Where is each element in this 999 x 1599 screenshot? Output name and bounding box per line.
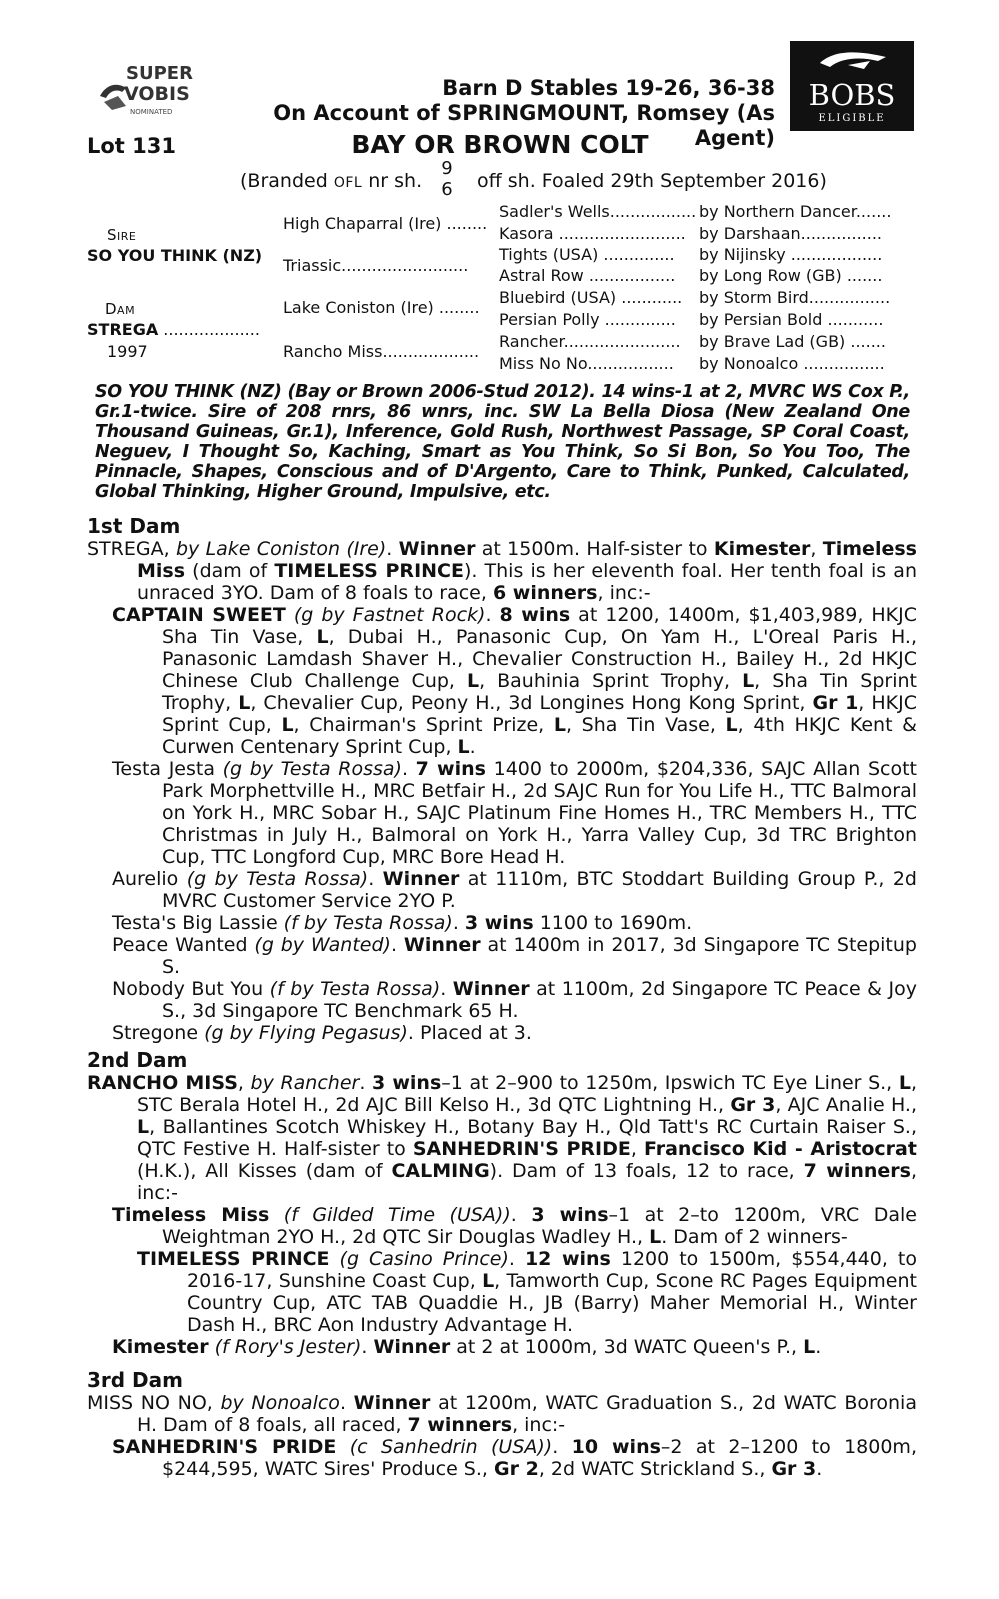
text-run: , 4th HKJC Kent & Curwen Centenary Sprint Cup,	[162, 714, 917, 758]
dam-rancho-miss	[87, 1072, 917, 1204]
text-run: , Tamworth Cup, Scone RC Pages Equipment Country Cup, ATC TAB Quaddie H., JB (Barry) Maher Memorial H., Winter Dash H., BRC Aon Industry Advantage H.	[187, 1270, 917, 1336]
text-run: Gr 2	[494, 1458, 539, 1480]
lot-number: Lot 131	[87, 134, 176, 158]
text-run: L	[482, 1270, 495, 1292]
text-run: Peace Wanted	[112, 934, 255, 956]
text-run: L	[466, 670, 480, 692]
text-run: by Nonoalco	[220, 1392, 340, 1414]
text-run	[336, 1436, 349, 1458]
progeny-testa-jesta	[87, 758, 917, 868]
ggparent-2: Kasora .........................	[499, 224, 686, 243]
second-dam-heading: 2nd Dam	[87, 1048, 188, 1072]
text-run: ,	[237, 1072, 251, 1094]
text-run: L	[137, 1116, 150, 1138]
text-run: .	[386, 538, 399, 560]
text-run: , Dubai H., Panasonic Cup, On Yam H., L'Oreal Paris H., Panasonic Lamdash Shaver H., Chevalier Construction H., Bailey H., 2d HKJC Chinese Club Challenge Cup,	[162, 626, 918, 692]
ggparent-5: Bluebird (USA) ............	[499, 288, 683, 307]
text-run: 3 wins	[464, 912, 534, 934]
text-run: Timeless Miss	[112, 1204, 270, 1226]
text-run: 7 winners	[407, 1414, 513, 1436]
text-run: Winner	[398, 538, 476, 560]
text-run: .	[815, 1336, 822, 1358]
text-run: (g by Testa Rossa)	[222, 758, 402, 780]
text-run: (f Rory's Jester)	[214, 1336, 362, 1358]
branded-pre: (Branded	[240, 170, 328, 192]
ggparent-7: Rancher.......................	[499, 332, 681, 351]
text-run: .	[452, 912, 465, 934]
dam-name: STREGA	[87, 320, 159, 339]
text-run: Testa's Big Lassie	[112, 912, 284, 934]
text-run: by Rancher	[250, 1072, 360, 1094]
foaled-text: off sh. Foaled 29th September 2016)	[477, 170, 827, 192]
text-run: L	[316, 626, 329, 648]
text-run: TIMELESS PRINCE	[274, 560, 464, 582]
brand-line	[240, 158, 840, 202]
text-run: (c Sanhedrin (USA))	[349, 1436, 553, 1458]
text-run: Kimester	[713, 538, 811, 560]
text-run: STREGA,	[87, 538, 176, 560]
third-dam-section	[87, 1368, 917, 1480]
text-run: , Chevalier Cup, Peony H., 3d Longines Hong Kong Sprint,	[250, 692, 813, 714]
dam-label: Dam	[105, 300, 136, 318]
text-run: Timeless Miss	[137, 538, 917, 582]
second-dam-section	[87, 1048, 917, 1358]
text-run: 6 winners	[492, 582, 598, 604]
text-run: L	[238, 692, 251, 714]
text-run	[330, 1248, 340, 1270]
text-run: 3 wins	[531, 1204, 609, 1226]
progeny-captain-sweet	[87, 604, 917, 758]
text-run: CALMING	[391, 1160, 490, 1182]
text-run: at 2 at 1000m, 3d WATC Queen's P.,	[450, 1336, 804, 1358]
text-run: L	[725, 714, 738, 736]
text-run: Winner	[403, 934, 481, 956]
text-run	[286, 604, 294, 626]
text-run: ,	[810, 538, 823, 560]
svg-text:VOBIS: VOBIS	[124, 83, 190, 105]
text-run: . Dam of 2 winners-	[661, 1226, 848, 1248]
text-run: Stregone	[112, 1022, 205, 1044]
text-run: .	[368, 868, 383, 890]
text-run: ). Dam of 13 foals, 12 to race,	[489, 1160, 804, 1182]
dam-dots: ...................	[158, 320, 260, 339]
gggparent-3: by Nijinsky ..................	[699, 245, 883, 264]
lot-title: BAY OR BROWN COLT	[351, 130, 649, 159]
text-run: –1 at 2–to 1200m, VRC Dale Weightman 2YO H., 2d QTC Sir Douglas Wadley H.,	[162, 1204, 917, 1248]
text-run	[269, 1204, 284, 1226]
text-run: , inc:-	[597, 582, 651, 604]
text-run: 1200 to 1500m, $554,440, to 2016-17, Sunshine Coast Cup,	[187, 1248, 917, 1292]
granddam-maternal: Rancho Miss...................	[283, 342, 480, 361]
text-run: , Sha Tin Sprint Trophy,	[162, 670, 918, 714]
grandsire-maternal: Lake Coniston (Ire) ........	[283, 298, 480, 317]
text-run: .	[359, 1072, 372, 1094]
gggparent-6: by Persian Bold ...........	[699, 310, 884, 329]
ggparent-1: Sadler's Wells.................	[499, 202, 697, 221]
gggparent-2: by Darshaan................	[699, 224, 883, 243]
text-run: , Ballantines Scotch Whiskey H., Botany Bay H., Qld Tatt's RC Curtain Raiser S., QTC Festive H. Half-sister to	[137, 1116, 917, 1160]
dam-miss-no-no	[87, 1392, 917, 1436]
grandsire-paternal: High Chaparral (Ire) ........	[283, 214, 488, 233]
account-line: On Account of SPRINGMOUNT, Romsey (As Agent)	[273, 101, 775, 150]
text-run: by Lake Coniston (Ire)	[175, 538, 387, 560]
text-run: at 1400m in 2017, 3d Singapore TC Stepitup S.	[162, 934, 917, 978]
brand-fraction	[440, 158, 454, 200]
dam-strega	[87, 538, 917, 604]
dam-name-line	[87, 320, 260, 339]
text-run: Gr 3	[730, 1094, 776, 1116]
text-run: .	[339, 1392, 354, 1414]
text-run: CAPTAIN SWEET	[112, 604, 286, 626]
gggparent-7: by Brave Lad (GB) .......	[699, 332, 886, 351]
text-run: 8 wins	[499, 604, 571, 626]
gggparent-5: by Storm Bird................	[699, 288, 891, 307]
first-dam-heading: 1st Dam	[87, 514, 181, 538]
text-run: ). This is her eleventh foal. Her tenth foal is an unraced 3YO. Dam of 8 foals to race,	[137, 560, 917, 604]
text-run: Winner	[373, 1336, 451, 1358]
fraction-bottom: 6	[441, 179, 453, 200]
text-run: TIMELESS PRINCE	[137, 1248, 330, 1270]
first-dam-section	[87, 514, 917, 1044]
text-run: Testa Jesta	[112, 758, 223, 780]
text-run: 12 wins	[524, 1248, 611, 1270]
text-run: (g by Flying Pegasus)	[204, 1022, 408, 1044]
barn-line: Barn D Stables 19-26, 36-38	[442, 76, 775, 100]
text-run: .	[510, 1204, 532, 1226]
text-run: . Placed at 3.	[407, 1022, 532, 1044]
text-run: MISS NO NO,	[87, 1392, 221, 1414]
text-run: (f by Testa Rossa)	[269, 978, 441, 1000]
text-run: .	[390, 934, 404, 956]
svg-text:NOMINATED: NOMINATED	[130, 108, 173, 116]
text-run: Aurelio	[112, 868, 187, 890]
text-run: RANCHO MISS	[87, 1072, 238, 1094]
text-run: Francisco Kid - Aristocrat	[643, 1138, 917, 1160]
text-run: at 1500m. Half-sister to	[475, 538, 714, 560]
brand-mark: OFL	[333, 175, 363, 191]
ggparent-4: Astral Row .................	[499, 266, 676, 285]
text-run: (H.K.), All Kisses (dam of	[137, 1160, 392, 1182]
svg-text:BOBS: BOBS	[808, 78, 896, 112]
gggparent-8: by Nonoalco ................	[699, 354, 885, 373]
text-run: at 1100m, 2d Singapore TC Peace & Joy S., 3d Singapore TC Benchmark 65 H.	[162, 978, 917, 1022]
pedigree-table	[87, 202, 917, 388]
text-run: 1100 to 1690m.	[533, 912, 693, 934]
text-run: (g Casino Prince)	[339, 1248, 509, 1270]
text-run: .	[485, 604, 500, 626]
gggparent-4: by Long Row (GB) .......	[699, 266, 883, 285]
text-run: at 1110m, BTC Stoddart Building Group P., 2d MVRC Customer Service 2YO P.	[162, 868, 917, 912]
text-run: L	[803, 1336, 816, 1358]
text-run: 3 wins	[371, 1072, 442, 1094]
progeny-testas-big-lassie	[87, 912, 917, 934]
text-run: 1400 to 2000m, $204,336, SAJC Allan Scott Park Morphettville H., MRC Betfair H., 2d SAJC Run for You Life H., TTC Balmoral on York H., MRC Sobar H., SAJC Platinum Fine Homes H., TRC Members H., TTC Christmas in July H., Balmoral on York H., Yarra Valley Cup, 3d TRC Brighton Cup, TTC Longford Cup, MRC Bore Head H.	[162, 758, 917, 868]
bobs-eligible-logo	[790, 41, 914, 131]
text-run: 7 wins	[415, 758, 486, 780]
text-run: Winner	[452, 978, 530, 1000]
text-run: L	[457, 736, 470, 758]
text-run: .	[401, 758, 416, 780]
progeny-nobody-but-you	[87, 978, 917, 1022]
text-run: Gr 3	[771, 1458, 817, 1480]
text-run: .	[361, 1336, 374, 1358]
gggparent-1: by Northern Dancer.......	[699, 202, 892, 221]
text-run: , HKJC Sprint Cup,	[162, 692, 917, 736]
svg-text:SUPER: SUPER	[126, 63, 193, 84]
text-run: Kimester	[112, 1336, 209, 1358]
text-run: at 1200m, WATC Graduation S., 2d WATC Boronia H. Dam of 8 foals, all raced,	[137, 1392, 917, 1436]
text-run: (g by Fastnet Rock)	[293, 604, 486, 626]
sire-summary: SO YOU THINK (NZ) (Bay or Brown 2006-Stud 2012). 14 wins-1 at 2, MVRC WS Cox P., Gr.1-twice. Sire of 208 rnrs, 86 wnrs, inc. SW La Bella Diosa (New Zealand One Thousand Guineas, Gr.1), Inference, Gold Rush, Northwest Passage, SP Coral Coast, Neguev, I Thought So, Kaching, Smart as You Think, So Si Bon, So You Too, The Pinnacle, Shapes, Conscious and of D'Argento, Care to Think, Punked, Calculated, Global Thinking, Higher Ground, Impulsive, etc.	[95, 382, 910, 502]
super-vobis-logo	[96, 62, 204, 122]
ggparent-3: Tights (USA) ..............	[499, 245, 675, 264]
text-run: SANHEDRIN'S PRIDE	[412, 1138, 631, 1160]
text-run: 10 wins	[571, 1436, 661, 1458]
text-run: (g by Testa Rossa)	[186, 868, 369, 890]
branded-mid: nr sh.	[368, 170, 423, 192]
progeny-aurelio	[87, 868, 917, 912]
text-run: (g by Wanted)	[254, 934, 391, 956]
text-run: , AJC Analie H.,	[775, 1094, 917, 1116]
progeny-timeless-prince	[87, 1248, 917, 1336]
text-run: SANHEDRIN'S PRIDE	[112, 1436, 337, 1458]
text-run: L	[898, 1072, 911, 1094]
fraction-top: 9	[441, 158, 453, 179]
text-run: L	[281, 714, 294, 736]
sire-name: SO YOU THINK (NZ)	[87, 246, 263, 265]
text-run: Winner	[382, 868, 460, 890]
progeny-peace-wanted	[87, 934, 917, 978]
svg-text:ELIGIBLE: ELIGIBLE	[818, 113, 886, 124]
text-run: (dam of	[185, 560, 275, 582]
text-run: , Bauhinia Sprint Trophy,	[479, 670, 743, 692]
text-run: Winner	[353, 1392, 431, 1414]
text-run: at 1200, 1400m, $1,403,989, HKJC Sha Tin Vase,	[162, 604, 917, 648]
text-run: , Sha Tin Vase,	[565, 714, 726, 736]
text-run: Gr 1	[812, 692, 859, 714]
third-dam-heading: 3rd Dam	[87, 1368, 183, 1392]
text-run: , 2d WATC Strickland S.,	[538, 1458, 772, 1480]
text-run: (f by Testa Rossa)	[283, 912, 453, 934]
text-run: –1 at 2–900 to 1250m, Ipswich TC Eye Liner S.,	[441, 1072, 899, 1094]
brand-prefix	[240, 170, 422, 192]
text-run: –2 at 2–1200 to 1800m, $244,595, WATC Sires' Produce S.,	[162, 1436, 917, 1480]
text-run: L	[553, 714, 566, 736]
text-run: L	[649, 1226, 662, 1248]
text-run: , STC Berala Hotel H., 2d AJC Bill Kelso H., 3d QTC Lightning H.,	[137, 1072, 917, 1116]
progeny-stregone	[87, 1022, 917, 1044]
text-run: 7 winners	[803, 1160, 911, 1182]
text-run: (f Gilded Time (USA))	[283, 1204, 511, 1226]
text-run: .	[508, 1248, 525, 1270]
text-run: L	[742, 670, 755, 692]
text-run: .	[552, 1436, 572, 1458]
dam-year: 1997	[107, 342, 148, 361]
text-run: .	[469, 736, 476, 758]
text-run: .	[816, 1458, 823, 1480]
text-run: .	[440, 978, 453, 1000]
progeny-sanhedrins-pride	[87, 1436, 917, 1480]
text-run: , inc:-	[137, 1160, 917, 1204]
text-run: , inc:-	[512, 1414, 566, 1436]
sire-label: Sire	[107, 226, 137, 244]
text-run: Nobody But You	[112, 978, 270, 1000]
granddam-paternal: Triassic.........................	[283, 256, 469, 275]
ggparent-6: Persian Polly ..............	[499, 310, 676, 329]
text-run: ,	[630, 1138, 644, 1160]
text-run: , Chairman's Sprint Prize,	[293, 714, 554, 736]
progeny-timeless-miss	[87, 1204, 917, 1248]
ggparent-8: Miss No No.................	[499, 354, 674, 373]
progeny-kimester	[87, 1336, 917, 1358]
